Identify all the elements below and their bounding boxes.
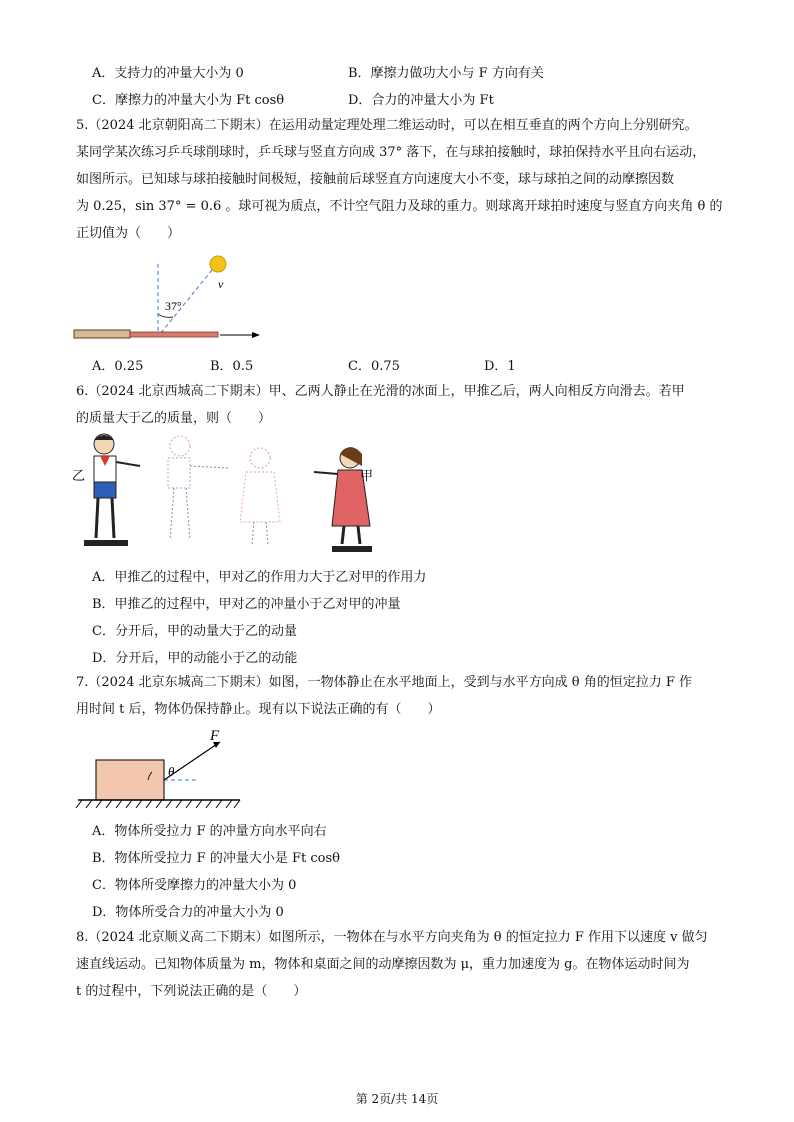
- q7-block-figure: [72, 726, 248, 812]
- q6-option-d: D．分开后，甲的动能小于乙的动能: [92, 651, 298, 666]
- ground-hatch: [76, 800, 240, 808]
- q8-stem-line-2: 速直线运动。已知物体质量为 m，物体和桌面之间的动摩擦因数为 μ，重力加速度为 g。在物体运动时间为: [76, 957, 690, 972]
- paddle-blade: [130, 332, 218, 337]
- q6-stem-line-2: 的质量大于乙的质量，则（ ）: [76, 411, 272, 426]
- q5-option-c: C．0.75: [348, 359, 400, 374]
- q5-option-b: B．0.5: [210, 359, 254, 374]
- q5-option-a: A．0.25: [92, 359, 144, 374]
- q4-option-a: A．支持力的冲量大小为 0: [92, 66, 244, 81]
- block: [96, 760, 164, 800]
- force-label: F: [210, 728, 220, 744]
- q4-option-d: D．合力的冲量大小为 Ft: [348, 93, 494, 108]
- q5-option-d: D．1: [484, 359, 516, 374]
- q6-skaters-figure: [70, 432, 390, 556]
- q5-stem-line-3: 如图所示。已知球与球拍接触时间极短，接触前后球竖直方向速度大小不变，球与球拍之间的动摩擦因数: [76, 172, 675, 187]
- label-yi: 乙: [72, 469, 86, 484]
- skater-yi: [84, 434, 140, 546]
- paddle-handle: [74, 330, 130, 338]
- theta-label: θ: [168, 764, 175, 779]
- q5-stem-line-4: 为 0.25，sin 37° = 0.6 。球可视为质点，不计空气阻力及球的重力。则球离开球拍时速度与竖直方向夹角 θ 的: [76, 199, 723, 214]
- q6-option-b: B．甲推乙的过程中，甲对乙的冲量小于乙对甲的冲量: [92, 597, 401, 612]
- q5-stem-line-1: 5.（2024 北京朝阳高二下期末）在运用动量定理处理二维运动时，可以在相互垂直的两个方向上分别研究。: [76, 118, 698, 133]
- ping-pong-ball: [210, 256, 226, 272]
- q6-option-a: A．甲推乙的过程中，甲对乙的作用力大于乙对甲的作用力: [92, 570, 427, 585]
- angle-label: 37°: [165, 299, 182, 313]
- q7-option-a: A．物体所受拉力 F 的冲量方向水平向右: [92, 824, 327, 839]
- q7-option-d: D．物体所受合力的冲量大小为 0: [92, 905, 284, 920]
- q7-option-c: C．物体所受摩擦力的冲量大小为 0: [92, 878, 297, 893]
- skater-jia: [314, 447, 372, 552]
- motion-ghost-jia: [240, 448, 280, 544]
- q8-stem-line-3: t 的过程中，下列说法正确的是（ ）: [76, 984, 307, 999]
- q7-option-b: B．物体所受拉力 F 的冲量大小是 Ft cosθ: [92, 851, 340, 866]
- q8-stem-line-1: 8.（2024 北京顺义高二下期末）如图所示，一物体在与水平方向夹角为 θ 的恒定拉力 F 作用下以速度 v 做匀: [76, 930, 708, 945]
- q5-paddle-figure: [70, 252, 270, 348]
- q6-stem-line-1: 6.（2024 北京西城高二下期末）甲、乙两人静止在光滑的冰面上，甲推乙后，两人向相反方向滑去。若甲: [76, 384, 685, 399]
- q5-stem-line-5: 正切值为（ ）: [76, 226, 181, 241]
- motion-ghost-yi: [168, 436, 230, 540]
- angle-arc: [158, 314, 173, 317]
- page-footer: 第 2页/共 14页: [355, 1092, 439, 1106]
- arrowhead: [252, 332, 260, 338]
- velocity-label: v: [218, 277, 224, 291]
- q4-option-c: C．摩擦力的冲量大小为 Ft cosθ: [92, 93, 285, 108]
- q7-stem-line-1: 7.（2024 北京东城高二下期末）如图，一物体静止在水平地面上，受到与水平方向成 θ 角的恒定拉力 F 作: [76, 675, 692, 690]
- q6-option-c: C．分开后，甲的动量大于乙的动量: [92, 624, 297, 639]
- q5-stem-line-2: 某同学某次练习乒乓球削球时，乒乓球与竖直方向成 37° 落下，在与球拍接触时，球拍保持水平且向右运动，: [76, 145, 706, 160]
- q4-option-b: B．摩擦力做功大小与 F 方向有关: [348, 66, 544, 81]
- label-jia: 甲: [360, 469, 374, 484]
- q7-stem-line-2: 用时间 t 后，物体仍保持静止。现有以下说法正确的有（ ）: [76, 702, 441, 717]
